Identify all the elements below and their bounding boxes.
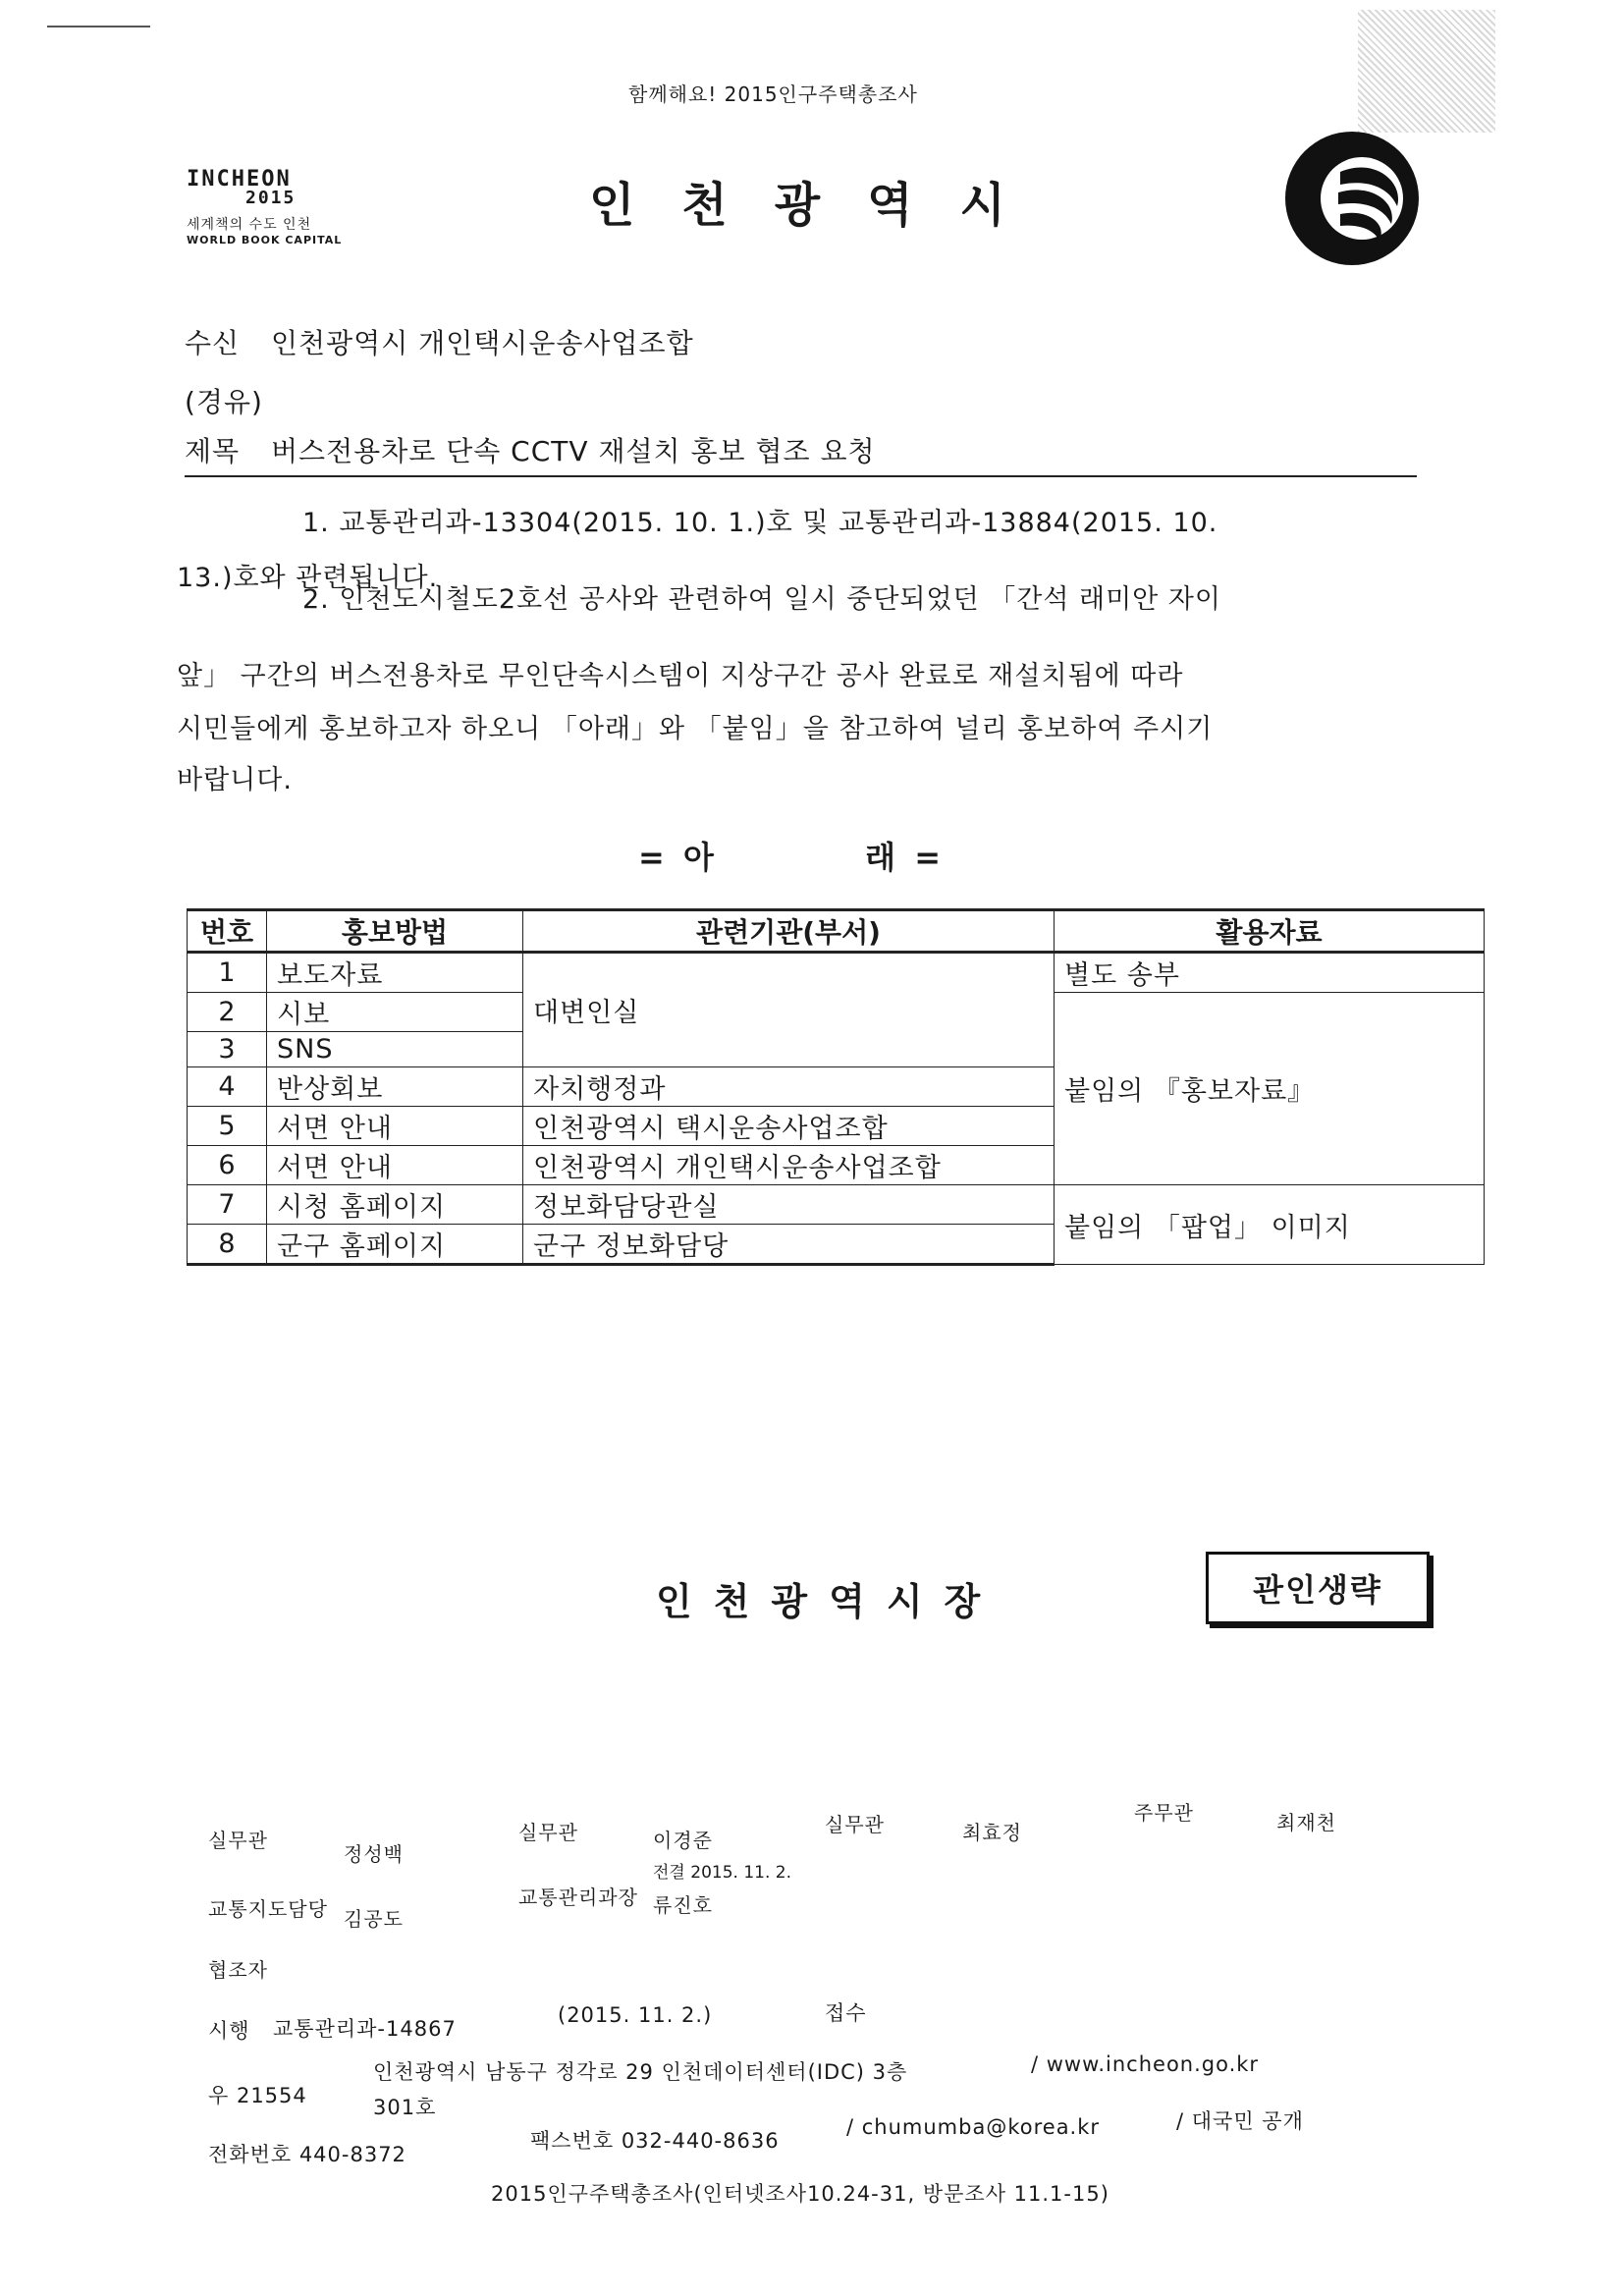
row-no: 8 [188,1225,267,1265]
header-no: 번호 [188,910,267,953]
team-label: 교통지도담당 [208,1897,328,1921]
phone: 전화번호 440-8372 [208,2143,406,2166]
row-material: 붙임의 「팝업」 이미지 [1055,1185,1485,1265]
director-note: 전결 2015. 11. 2. [653,1863,791,1883]
row-org: 인천광역시 개인택시운송사업조합 [523,1146,1055,1185]
staff3-name: 최효정 [962,1821,1022,1844]
logo-line2: 2015 [245,188,297,208]
paragraph-2-line-4: 바랍니다. [177,765,293,795]
row-no: 4 [188,1067,267,1107]
paragraph-2-line-3: 시민들에게 홍보하고자 하오니 「아래」와 「붙임」을 참고하여 널리 홍보하여 주시기 [177,714,1214,744]
row-method: 반상회보 [267,1067,523,1107]
subject-line [185,430,876,469]
header-org: 관련기관(부서) [523,910,1055,953]
incheon-book-capital-logo [187,167,344,246]
row-material: 별도 송부 [1055,953,1485,993]
staff2-name: 이경준 [653,1829,713,1852]
row-no: 5 [188,1107,267,1146]
address-line2: 301호 [373,2096,437,2119]
table-row [188,1185,1485,1225]
staff2-label: 실무관 [518,1821,578,1844]
recipient-label: 수신 [185,327,241,359]
staff1-name: 정성백 [344,1842,404,1866]
receipt-label: 접수 [825,2001,867,2025]
address-line1: 인천광역시 남동구 정각로 29 인천데이터센터(IDC) 3층 [373,2060,908,2084]
row-method: SNS [267,1032,523,1067]
row-material: 붙임의 『홍보자료』 [1055,993,1485,1185]
logo-line4: WORLD BOOK CAPITAL [187,234,343,246]
row-method: 서면 안내 [267,1146,523,1185]
slogan: 함께해요! 2015인구주택총조사 [628,82,918,106]
email: / chumumba@korea.kr [846,2115,1101,2139]
row-method: 시청 홈페이지 [267,1185,523,1225]
scan-noise [1358,10,1495,133]
paragraph-2-line-1: 2. 인천도시철도2호선 공사와 관련하여 일시 중단되었던 「간석 래미안 자이 [302,584,1221,615]
row-method: 보도자료 [267,953,523,993]
paragraph-2-line-2: 앞」 구간의 버스전용차로 무인단속시스템이 지상구간 공사 완료로 재설치됨에 따라 [177,661,1184,691]
website: / www.incheon.go.kr [1031,2052,1260,2076]
row-no: 1 [188,953,267,993]
section-heading-right: 래 = [865,839,946,876]
paragraph-1-line-1: 1. 교통관리과-13304(2015. 10. 1.)호 및 교통관리과-13884(2015. 10. [302,508,1218,538]
table-header-row [188,910,1485,953]
subject-label: 제목 [185,435,241,467]
coop-label: 협조자 [208,1958,268,1982]
seal-omitted-stamp: 관인생략 [1206,1552,1430,1624]
paragraph-1-line-2: 13.)호와 관련됩니다. [177,563,439,593]
row-method: 군구 홈페이지 [267,1225,523,1265]
row-no: 3 [188,1032,267,1067]
row-no: 7 [188,1185,267,1225]
row-org: 정보화담당관실 [523,1185,1055,1225]
zip-code: 우 21554 [208,2084,307,2107]
row-method: 서면 안내 [267,1107,523,1146]
row-org: 자치행정과 [523,1067,1055,1107]
disclosure: / 대국민 공개 [1176,2109,1304,2133]
section-heading [638,833,945,878]
scan-mark [47,26,150,27]
incheon-emblem-icon [1281,128,1424,270]
row-org: 인천광역시 택시운송사업조합 [523,1107,1055,1146]
header-divider [185,475,1417,477]
team-name: 김공도 [344,1907,404,1931]
logo-line1: INCHEON [187,167,292,191]
fax: 팩스번호 032-440-8636 [530,2129,780,2153]
staff3-label: 실무관 [825,1813,885,1836]
mayor-signature-line: 인천광역시장 [656,1580,1002,1623]
chief-label: 주무관 [1134,1801,1194,1825]
header-material: 활용자료 [1055,910,1485,953]
director-label: 교통관리과장 [518,1886,638,1909]
section-heading-left: = 아 [638,839,718,876]
via-line: (경유) [185,386,263,418]
header-method: 홍보방법 [267,910,523,953]
promotion-table [187,908,1485,1266]
row-org: 군구 정보화담당 [523,1225,1055,1265]
logo-line3: 세계책의 수도 인천 [187,217,312,233]
row-method: 시보 [267,993,523,1032]
recipient-line [185,322,694,361]
row-no: 6 [188,1146,267,1185]
page-title: 인천광역시 [589,178,1053,233]
enforce-no: 교통관리과-14867 [273,2017,457,2041]
census-notice: 2015인구주택총조사(인터넷조사10.24-31, 방문조사 11.1-15) [491,2182,1109,2206]
row-org: 대변인실 [523,953,1055,1067]
subject-value: 버스전용차로 단속 CCTV 재설치 홍보 협조 요청 [271,435,876,467]
chief-name: 최재천 [1276,1811,1336,1834]
table-row [188,953,1485,993]
recipient-value: 인천광역시 개인택시운송사업조합 [271,327,694,359]
row-no: 2 [188,993,267,1032]
enforce-date: (2015. 11. 2.) [558,2003,713,2027]
director-name: 류진호 [653,1893,713,1917]
enforce-label: 시행 [208,2019,250,2043]
staff1-label: 실무관 [208,1829,268,1852]
